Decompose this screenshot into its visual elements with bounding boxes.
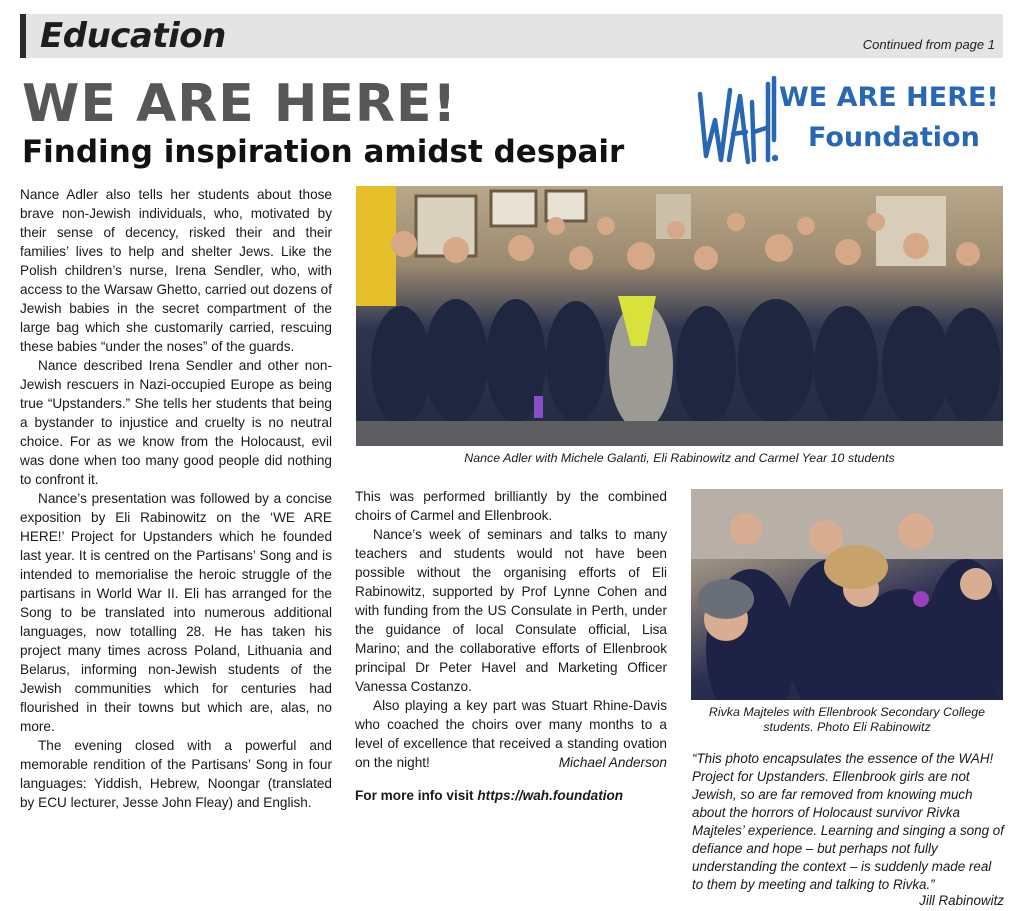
logo-text-line1: WE ARE HERE! xyxy=(779,82,999,113)
survivor-photo-caption: Rivka Majteles with Ellenbrook Secondary College students. Photo Eli Rabinowitz xyxy=(708,705,986,734)
paragraph: This was performed brilliantly by the combined choirs of Carmel and Ellenbrook. xyxy=(355,489,667,523)
section-banner xyxy=(20,14,1003,58)
paragraph: Nance’s week of seminars and talks to many teachers and students would not have been possible without the organising efforts of Eli Rabinowitz, supported by Prof Lynne Cohen and with funding from the US Consulate in Perth, under the guidance of local Consulate official, Lisa Marino; and the collaborative efforts of Ellenbrook principal Dr Peter Havel and Marketing Officer Vanessa Costanzo. xyxy=(355,527,667,694)
quote-author: Jill Rabinowitz xyxy=(919,893,1004,908)
subheadline: Finding inspiration amidst despair xyxy=(22,134,625,170)
wah-foundation-logo xyxy=(696,76,1006,172)
more-info-link[interactable]: https://wah.foundation xyxy=(477,788,624,803)
paragraph: Nance’s presentation was followed by a concise exposition by Eli Rabinowitz on the ‘WE ARE HERE!’ Project for Upstanders which he founded last year. It is centred on the Partisans’ Song and is intended to memorialise the heroic struggle of the partisans in World War II. Eli has arranged for the Song to be translated into numerous additional languages, now totalling 28. He has taken his project many times across Poland, Lithuania and Belarus, informing non-Jewish students of the Jewish communities which for centuries had flourished in their towns but which are, alas, no more. xyxy=(20,491,332,734)
logo-text-line2: Foundation xyxy=(808,122,980,153)
article-column-2 xyxy=(355,487,667,805)
paragraph: Nance described Irena Sendler and other non-Jewish rescuers in Nazi-occupied Europe as being true “Upstanders.” She tells her students that being a bystander to injustice and cruelty is no neutral choice. For as we know from the Holocaust, evil was done when too many good people did nothing to confront it. xyxy=(20,358,332,487)
headline: WE ARE HERE! xyxy=(22,74,458,134)
byline: Michael Anderson xyxy=(558,755,667,770)
group-photo-image xyxy=(356,186,1003,446)
survivor-photo xyxy=(691,489,1003,700)
more-info-label: For more info visit xyxy=(355,788,474,803)
group-photo-caption: Nance Adler with Michele Galanti, Eli Rabinowitz and Carmel Year 10 students xyxy=(464,451,895,465)
article-column-1 xyxy=(20,185,332,812)
survivor-photo-image xyxy=(691,489,1003,700)
continued-note: Continued from page 1 xyxy=(862,37,995,52)
wah-logo-mark xyxy=(696,76,778,172)
group-photo xyxy=(356,186,1003,446)
pull-quote: “This photo encapsulates the essence of the WAH! Project for Upstanders. Ellenbrook girls are not Jewish, so are far removed from knowing much about the horrors of Holocaust survivor Rivka Majteles’ experience. Learning and singing a song of defiance and hope – but perhaps not fully understanding the context – is suddenly made real to them by meeting and talking to Rivka.” xyxy=(692,751,1004,892)
paragraph-text: Also playing a key part was Stuart Rhine-Davis who coached the choirs over many months to a level of excellence that received a standing ovation on the night! xyxy=(355,698,667,770)
paragraph: Nance Adler also tells her students about those brave non-Jewish individuals, who, motivated by their sense of decency, risked their and their families’ lives to help and shelter Jews. Like the Polish children’s nurse, Irena Sendler, who, with access to the Warsaw Ghetto, carried out dozens of Jewish babies in the secret compartment of the large bag which she customarily carried, rescuing these babies “under the noses” of the guards. xyxy=(20,187,332,354)
paragraph: The evening closed with a powerful and memorable rendition of the Partisans’ Song in four languages: Yiddish, Hebrew, Noongar (translated by ECU lecturer, Jesse John Fleay) and English. xyxy=(20,738,332,810)
more-info xyxy=(355,786,667,805)
section-title: Education xyxy=(40,16,226,56)
paragraph xyxy=(355,696,667,772)
